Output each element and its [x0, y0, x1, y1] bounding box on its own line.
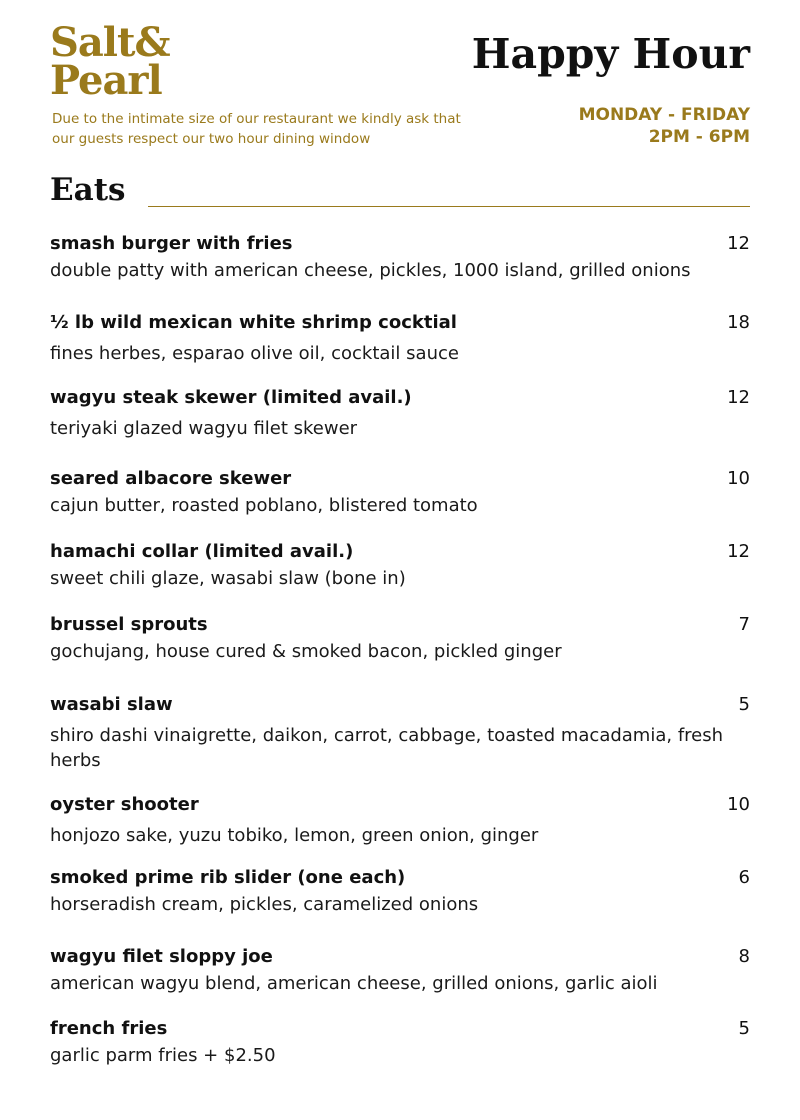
menu-item-price: 10	[727, 468, 750, 489]
menu-item-name: wagyu filet sloppy joe	[50, 946, 273, 967]
menu-item-price: 10	[727, 794, 750, 815]
menu-item-name: smoked prime rib slider (one each)	[50, 867, 406, 888]
menu-item	[50, 541, 750, 591]
hours-time: 2PM - 6PM	[648, 127, 750, 147]
menu-item	[50, 387, 750, 441]
menu-item-name: wagyu steak skewer (limited avail.)	[50, 387, 412, 408]
section-title-eats: Eats	[50, 172, 126, 208]
menu-item-desc: honjozo sake, yuzu tobiko, lemon, green onion, ginger	[50, 825, 539, 846]
menu-item-name: oyster shooter	[50, 794, 199, 815]
menu-item	[50, 694, 750, 773]
menu-item	[50, 614, 750, 664]
menu-item-desc: garlic parm fries + $2.50	[50, 1045, 276, 1066]
menu-item-desc: fines herbes, esparao olive oil, cocktail sauce	[50, 343, 459, 364]
menu-item-price: 8	[738, 946, 750, 967]
menu-item	[50, 233, 750, 283]
menu-item-desc: horseradish cream, pickles, caramelized onions	[50, 894, 479, 915]
menu-item	[50, 312, 750, 366]
menu-item	[50, 1018, 750, 1068]
menu-item-price: 18	[727, 312, 750, 333]
menu-item-price: 12	[727, 233, 750, 254]
dining-window-notice: Due to the intimate size of our restaurant we kindly ask that our guests respect our two hour dining window	[52, 111, 461, 147]
menu-item-price: 5	[738, 1018, 750, 1039]
menu-item-desc: sweet chili glaze, wasabi slaw (bone in)	[50, 568, 406, 589]
menu-item-desc: teriyaki glazed wagyu filet skewer	[50, 418, 358, 439]
menu-item-desc: cajun butter, roasted poblano, blistered tomato	[50, 495, 478, 516]
menu-item-desc: double patty with american cheese, pickles, 1000 island, grilled onions	[50, 260, 691, 281]
menu-item-price: 7	[738, 614, 750, 635]
logo-line-2: Pearl	[50, 57, 162, 104]
menu-item-name: wasabi slaw	[50, 694, 173, 715]
section-divider	[148, 206, 750, 207]
menu-item-price: 12	[727, 387, 750, 408]
menu-item-name: french fries	[50, 1018, 168, 1039]
menu-item-name: ½ lb wild mexican white shrimp cocktial	[50, 312, 457, 333]
menu-item-price: 5	[738, 694, 750, 715]
menu-item-desc: shiro dashi vinaigrette, daikon, carrot, cabbage, toasted macadamia, fresh herbs	[50, 725, 724, 771]
page-title: Happy Hour	[471, 30, 750, 78]
menu-item-name: hamachi collar (limited avail.)	[50, 541, 354, 562]
hours-days: MONDAY - FRIDAY	[578, 105, 750, 125]
menu-item-price: 12	[727, 541, 750, 562]
menu-item	[50, 946, 750, 996]
menu-item-price: 6	[738, 867, 750, 888]
menu-item	[50, 794, 750, 848]
hours-block	[579, 104, 750, 148]
menu-item-desc: gochujang, house cured & smoked bacon, pickled ginger	[50, 641, 562, 662]
menu-item-desc: american wagyu blend, american cheese, grilled onions, garlic aioli	[50, 973, 658, 994]
menu-item	[50, 468, 750, 518]
menu-item-name: seared albacore skewer	[50, 468, 292, 489]
menu-item-name: smash burger with fries	[50, 233, 293, 254]
restaurant-logo	[50, 19, 170, 104]
menu-item	[50, 867, 750, 917]
menu-item-name: brussel sprouts	[50, 614, 208, 635]
logo-line-1: Salt&	[50, 19, 170, 66]
